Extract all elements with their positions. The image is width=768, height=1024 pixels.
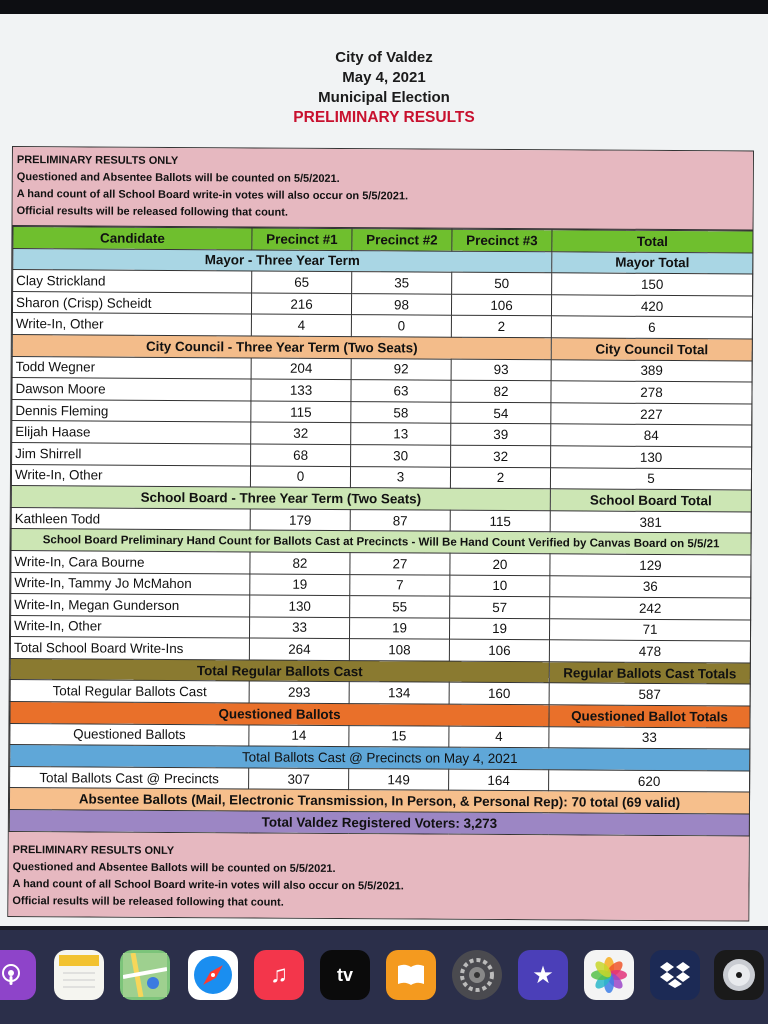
precinct-2-votes: 19 bbox=[349, 617, 449, 639]
dropbox-icon[interactable] bbox=[650, 950, 700, 1000]
precinct-1-votes: 65 bbox=[252, 271, 352, 293]
precinct-3-votes: 54 bbox=[451, 402, 551, 424]
total-votes: 420 bbox=[551, 295, 752, 318]
precinct-1-votes: 115 bbox=[251, 401, 351, 423]
candidate-name: Jim Shirrell bbox=[12, 442, 251, 465]
candidate-name: Write-In, Tammy Jo McMahon bbox=[11, 572, 250, 595]
precinct-1-votes: 307 bbox=[249, 768, 349, 790]
document-window bbox=[0, 14, 768, 926]
precinct-3-votes: 10 bbox=[450, 575, 550, 597]
total-votes: 150 bbox=[552, 273, 753, 296]
precinct-3-votes: 19 bbox=[449, 618, 549, 640]
total-votes: 478 bbox=[549, 640, 750, 663]
total-votes: 130 bbox=[551, 446, 752, 469]
precinct-1-votes: 32 bbox=[251, 422, 351, 444]
precinct-1-votes: 216 bbox=[251, 293, 351, 315]
section-title: Mayor - Three Year Term bbox=[13, 248, 552, 273]
candidate-name: Kathleen Todd bbox=[11, 507, 250, 530]
precinct-3-votes: 50 bbox=[452, 272, 552, 294]
section-total-label: School Board Total bbox=[550, 489, 751, 512]
notice-line: Questioned and Absentee Ballots will be counted on 5/5/2021. bbox=[12, 860, 336, 875]
candidate-name: Clay Strickland bbox=[13, 270, 252, 293]
music-icon[interactable]: ♫ bbox=[254, 950, 304, 1000]
results-status: PRELIMINARY RESULTS bbox=[293, 109, 475, 126]
system-preferences-icon[interactable] bbox=[452, 950, 502, 1000]
precinct-3-votes: 106 bbox=[451, 294, 551, 316]
apple-tv-label: tv bbox=[336, 964, 353, 985]
results-sheet bbox=[7, 146, 754, 921]
candidate-name: Todd Wegner bbox=[12, 356, 251, 379]
total-votes: 71 bbox=[549, 618, 750, 641]
precinct-2-votes: 149 bbox=[349, 768, 449, 790]
precinct-1-votes: 179 bbox=[250, 509, 350, 531]
notice-line: Official results will be released following that count. bbox=[16, 205, 289, 219]
candidate-name: Write-In, Other bbox=[12, 313, 251, 336]
precinct-2-votes: 35 bbox=[352, 272, 452, 294]
dock bbox=[0, 930, 768, 1024]
section-title: Questioned Ballots bbox=[10, 702, 549, 727]
precinct-2-votes: 15 bbox=[349, 725, 449, 747]
precinct-2-votes: 3 bbox=[350, 466, 450, 488]
row-label: Questioned Ballots bbox=[10, 723, 249, 746]
notice-line: A hand count of all School Board write-in votes will also occur on 5/5/2021. bbox=[16, 188, 409, 203]
precinct-3-votes: 4 bbox=[449, 726, 549, 748]
precinct-3-votes: 32 bbox=[451, 445, 551, 467]
precinct-2-votes: 134 bbox=[349, 682, 449, 704]
total-votes: 242 bbox=[550, 597, 751, 620]
candidate-name: Write-In, Other bbox=[11, 615, 250, 638]
safari-icon[interactable] bbox=[188, 950, 238, 1000]
precinct-2-votes: 55 bbox=[350, 596, 450, 618]
notice-line: PRELIMINARY RESULTS ONLY bbox=[12, 843, 175, 857]
col-precinct-3: Precinct #3 bbox=[452, 229, 552, 251]
section-title: School Board Preliminary Hand Count for Ballots Cast at Precincts - Will Be Hand Count Verified by Canvas Board on 5/5/21 bbox=[11, 529, 751, 555]
election-name: Municipal Election bbox=[318, 89, 450, 106]
precinct-1-votes: 130 bbox=[250, 595, 350, 617]
row-label: Total Regular Ballots Cast bbox=[10, 680, 249, 703]
precinct-3-votes: 2 bbox=[450, 467, 550, 489]
total-votes: 389 bbox=[551, 359, 752, 382]
maps-icon[interactable] bbox=[120, 950, 170, 1000]
notes-icon[interactable] bbox=[54, 950, 104, 1000]
precinct-3-votes: 20 bbox=[450, 553, 550, 575]
precinct-1-votes: 264 bbox=[249, 638, 349, 660]
candidate-name: Write-In, Megan Gunderson bbox=[11, 594, 250, 617]
precinct-3-votes: 160 bbox=[449, 683, 549, 705]
total-votes: 227 bbox=[551, 403, 752, 426]
row-label: Total Ballots Cast @ Precincts bbox=[10, 766, 249, 789]
imovie-icon[interactable]: ★ bbox=[518, 950, 568, 1000]
candidate-name: Write-In, Other bbox=[11, 464, 250, 487]
photos-icon[interactable] bbox=[584, 950, 634, 1000]
total-votes: 33 bbox=[549, 726, 750, 749]
section-title: Total Regular Ballots Cast bbox=[10, 658, 549, 683]
precinct-3-votes: 2 bbox=[451, 316, 551, 338]
total-votes: 381 bbox=[550, 511, 751, 534]
col-candidate: Candidate bbox=[13, 227, 252, 250]
precinct-2-votes: 87 bbox=[350, 509, 450, 531]
total-votes: 129 bbox=[550, 554, 751, 577]
precinct-1-votes: 0 bbox=[250, 465, 350, 487]
precinct-2-votes: 30 bbox=[351, 445, 451, 467]
precinct-2-votes: 108 bbox=[349, 639, 449, 661]
candidate-name: Dennis Fleming bbox=[12, 399, 251, 422]
results-table bbox=[9, 226, 754, 836]
candidate-name: Write-In, Cara Bourne bbox=[11, 550, 250, 573]
election-date: May 4, 2021 bbox=[342, 69, 426, 86]
precinct-2-votes: 98 bbox=[351, 293, 451, 315]
section-total-label: Regular Ballots Cast Totals bbox=[549, 662, 750, 685]
precinct-2-votes: 92 bbox=[351, 358, 451, 380]
precinct-2-votes: 27 bbox=[350, 552, 450, 574]
precinct-2-votes: 0 bbox=[351, 315, 451, 337]
candidate-name: Total School Board Write-Ins bbox=[10, 637, 249, 660]
total-votes: 6 bbox=[551, 316, 752, 339]
absentee-summary: Absentee Ballots (Mail, Electronic Transmission, In Person, & Personal Rep): 70 total (69 valid) bbox=[9, 788, 749, 814]
col-precinct-1: Precinct #1 bbox=[252, 228, 352, 250]
precinct-3-votes: 164 bbox=[449, 769, 549, 791]
section-total-label: Questioned Ballot Totals bbox=[549, 705, 750, 728]
notice-line: Official results will be released following that count. bbox=[12, 894, 284, 909]
total-votes: 5 bbox=[550, 467, 751, 490]
books-icon[interactable] bbox=[386, 950, 436, 1000]
total-votes: 620 bbox=[549, 770, 750, 793]
precinct-1-votes: 14 bbox=[249, 725, 349, 747]
col-precinct-2: Precinct #2 bbox=[352, 229, 452, 251]
notice-line: PRELIMINARY RESULTS ONLY bbox=[16, 154, 179, 168]
notice-box-top bbox=[13, 147, 753, 231]
notice-box-bottom bbox=[8, 832, 748, 921]
precinct-1-votes: 82 bbox=[250, 552, 350, 574]
candidate-name: Dawson Moore bbox=[12, 378, 251, 401]
total-votes: 278 bbox=[551, 381, 752, 404]
precinct-1-votes: 4 bbox=[251, 314, 351, 336]
section-title: Total Ballots Cast @ Precincts on May 4, 2021 bbox=[10, 745, 750, 771]
total-votes: 84 bbox=[551, 424, 752, 447]
precinct-3-votes: 106 bbox=[449, 639, 549, 661]
precinct-3-votes: 39 bbox=[451, 424, 551, 446]
precinct-3-votes: 93 bbox=[451, 359, 551, 381]
apple-tv-icon[interactable] bbox=[320, 950, 370, 1000]
section-total-label: City Council Total bbox=[551, 338, 752, 361]
dvd-player-icon[interactable] bbox=[714, 950, 764, 1000]
precinct-2-votes: 63 bbox=[351, 380, 451, 402]
precinct-3-votes: 115 bbox=[450, 510, 550, 532]
total-votes: 587 bbox=[549, 683, 750, 706]
precinct-1-votes: 133 bbox=[251, 379, 351, 401]
section-title: City Council - Three Year Term (Two Seats) bbox=[12, 334, 551, 359]
col-total: Total bbox=[552, 230, 753, 253]
section-title: School Board - Three Year Term (Two Seats) bbox=[11, 486, 550, 511]
registered-voters: Total Valdez Registered Voters: 3,273 bbox=[9, 810, 749, 836]
precinct-1-votes: 204 bbox=[251, 358, 351, 380]
dock-bar bbox=[0, 936, 768, 1016]
precinct-1-votes: 33 bbox=[249, 617, 349, 639]
precinct-2-votes: 7 bbox=[350, 574, 450, 596]
precinct-3-votes: 57 bbox=[450, 596, 550, 618]
notice-line: Questioned and Absentee Ballots will be counted on 5/5/2021. bbox=[16, 171, 340, 186]
section-total-label: Mayor Total bbox=[552, 251, 753, 274]
notice-line: A hand count of all School Board write-in votes will also occur on 5/5/2021. bbox=[12, 877, 404, 893]
precinct-1-votes: 19 bbox=[250, 573, 350, 595]
monitor-bezel bbox=[0, 0, 768, 14]
precinct-1-votes: 293 bbox=[249, 681, 349, 703]
city-title: City of Valdez bbox=[335, 49, 433, 66]
podcasts-icon[interactable] bbox=[0, 950, 36, 1000]
precinct-2-votes: 58 bbox=[351, 401, 451, 423]
precinct-1-votes: 68 bbox=[251, 444, 351, 466]
total-votes: 36 bbox=[550, 575, 751, 598]
candidate-name: Sharon (Crisp) Scheidt bbox=[12, 291, 251, 314]
precinct-3-votes: 82 bbox=[451, 380, 551, 402]
precinct-2-votes: 13 bbox=[351, 423, 451, 445]
candidate-name: Elijah Haase bbox=[12, 421, 251, 444]
document-header bbox=[0, 48, 768, 128]
